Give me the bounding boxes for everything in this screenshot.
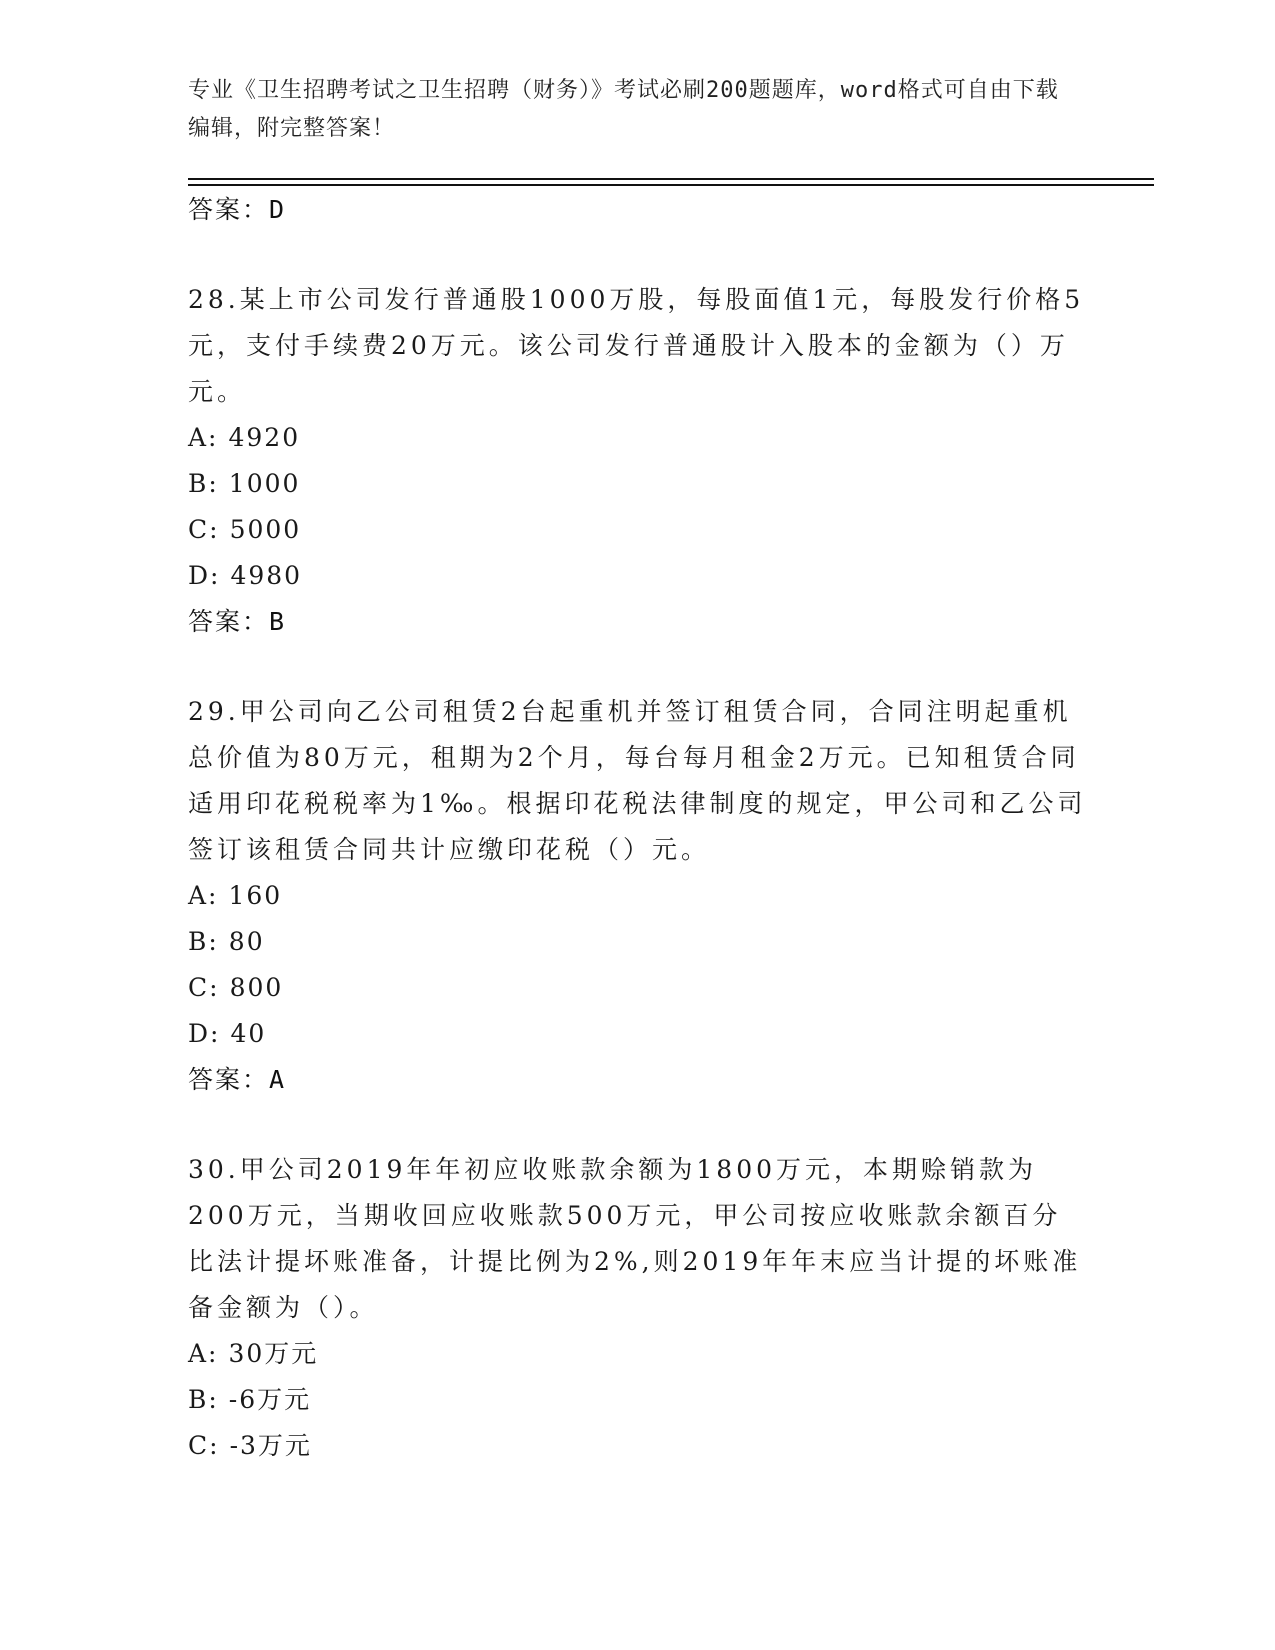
option-label: D: xyxy=(188,1019,221,1048)
option-b xyxy=(188,461,1088,507)
option-a xyxy=(188,1331,1088,1377)
option-value: 1000 xyxy=(228,469,301,498)
option-d xyxy=(188,553,1088,599)
question-28 xyxy=(188,277,1088,645)
question-stem: 28.某上市公司发行普通股1000万股，每股面值1元，每股发行价格5元，支付手续费20万元。该公司发行普通股计入股本的金额为（）万元。 xyxy=(188,285,1085,406)
option-value: 80 xyxy=(228,927,265,956)
header-rule-top xyxy=(188,178,1154,180)
option-value: 800 xyxy=(229,973,284,1002)
option-label: D: xyxy=(188,561,221,590)
option-value: 40 xyxy=(230,1019,267,1048)
option-label: A: xyxy=(188,881,219,910)
option-b xyxy=(188,1377,1088,1423)
option-c xyxy=(188,507,1088,553)
option-c xyxy=(188,1423,1088,1469)
question-list xyxy=(188,187,1088,1469)
question-stem: 30.甲公司2019年年初应收账款余额为1800万元，本期赊销款为200万元，当期收回应收账款500万元，甲公司按应收账款余额百分比法计提坏账准备，计提比例为2%,则2019年年末应当计提的坏账准备金额为（）。 xyxy=(188,1155,1082,1322)
option-label: B: xyxy=(188,927,219,956)
option-label: A: xyxy=(188,1339,219,1368)
option-label: C: xyxy=(188,1431,220,1460)
document-header: 专业《卫生招聘考试之卫生招聘（财务）》考试必刷200题题库，word格式可自由下载编辑，附完整答案！ xyxy=(188,78,1059,141)
option-value: 5000 xyxy=(229,515,302,544)
option-value: 30万元 xyxy=(228,1339,319,1368)
option-a xyxy=(188,873,1088,919)
previous-answer: 答案：D xyxy=(188,195,287,224)
option-c xyxy=(188,965,1088,1011)
option-label: C: xyxy=(188,515,220,544)
option-label: C: xyxy=(188,973,220,1002)
option-a xyxy=(188,415,1088,461)
question-30 xyxy=(188,1147,1088,1469)
question-stem: 29.甲公司向乙公司租赁2台起重机并签订租赁合同，合同注明起重机总价值为80万元，租期为2个月，每台每月租金2万元。已知租赁合同适用印花税税率为1‰。根据印花税法律制度的规定，甲公司和乙公司签订该租赁合同共计应缴印花税（）元。 xyxy=(188,697,1087,864)
option-value: 4980 xyxy=(230,561,303,590)
question-29 xyxy=(188,689,1088,1103)
option-value: 160 xyxy=(228,881,283,910)
option-d xyxy=(188,1011,1088,1057)
option-value: -6万元 xyxy=(228,1385,312,1414)
header-rule-bottom xyxy=(188,184,1154,186)
question-answer: 答案：B xyxy=(188,607,287,636)
option-value: -3万元 xyxy=(229,1431,312,1460)
option-label: B: xyxy=(188,469,219,498)
option-label: B: xyxy=(188,1385,219,1414)
option-value: 4920 xyxy=(228,423,301,452)
option-label: A: xyxy=(188,423,219,452)
option-b xyxy=(188,919,1088,965)
question-answer: 答案：A xyxy=(188,1065,287,1094)
